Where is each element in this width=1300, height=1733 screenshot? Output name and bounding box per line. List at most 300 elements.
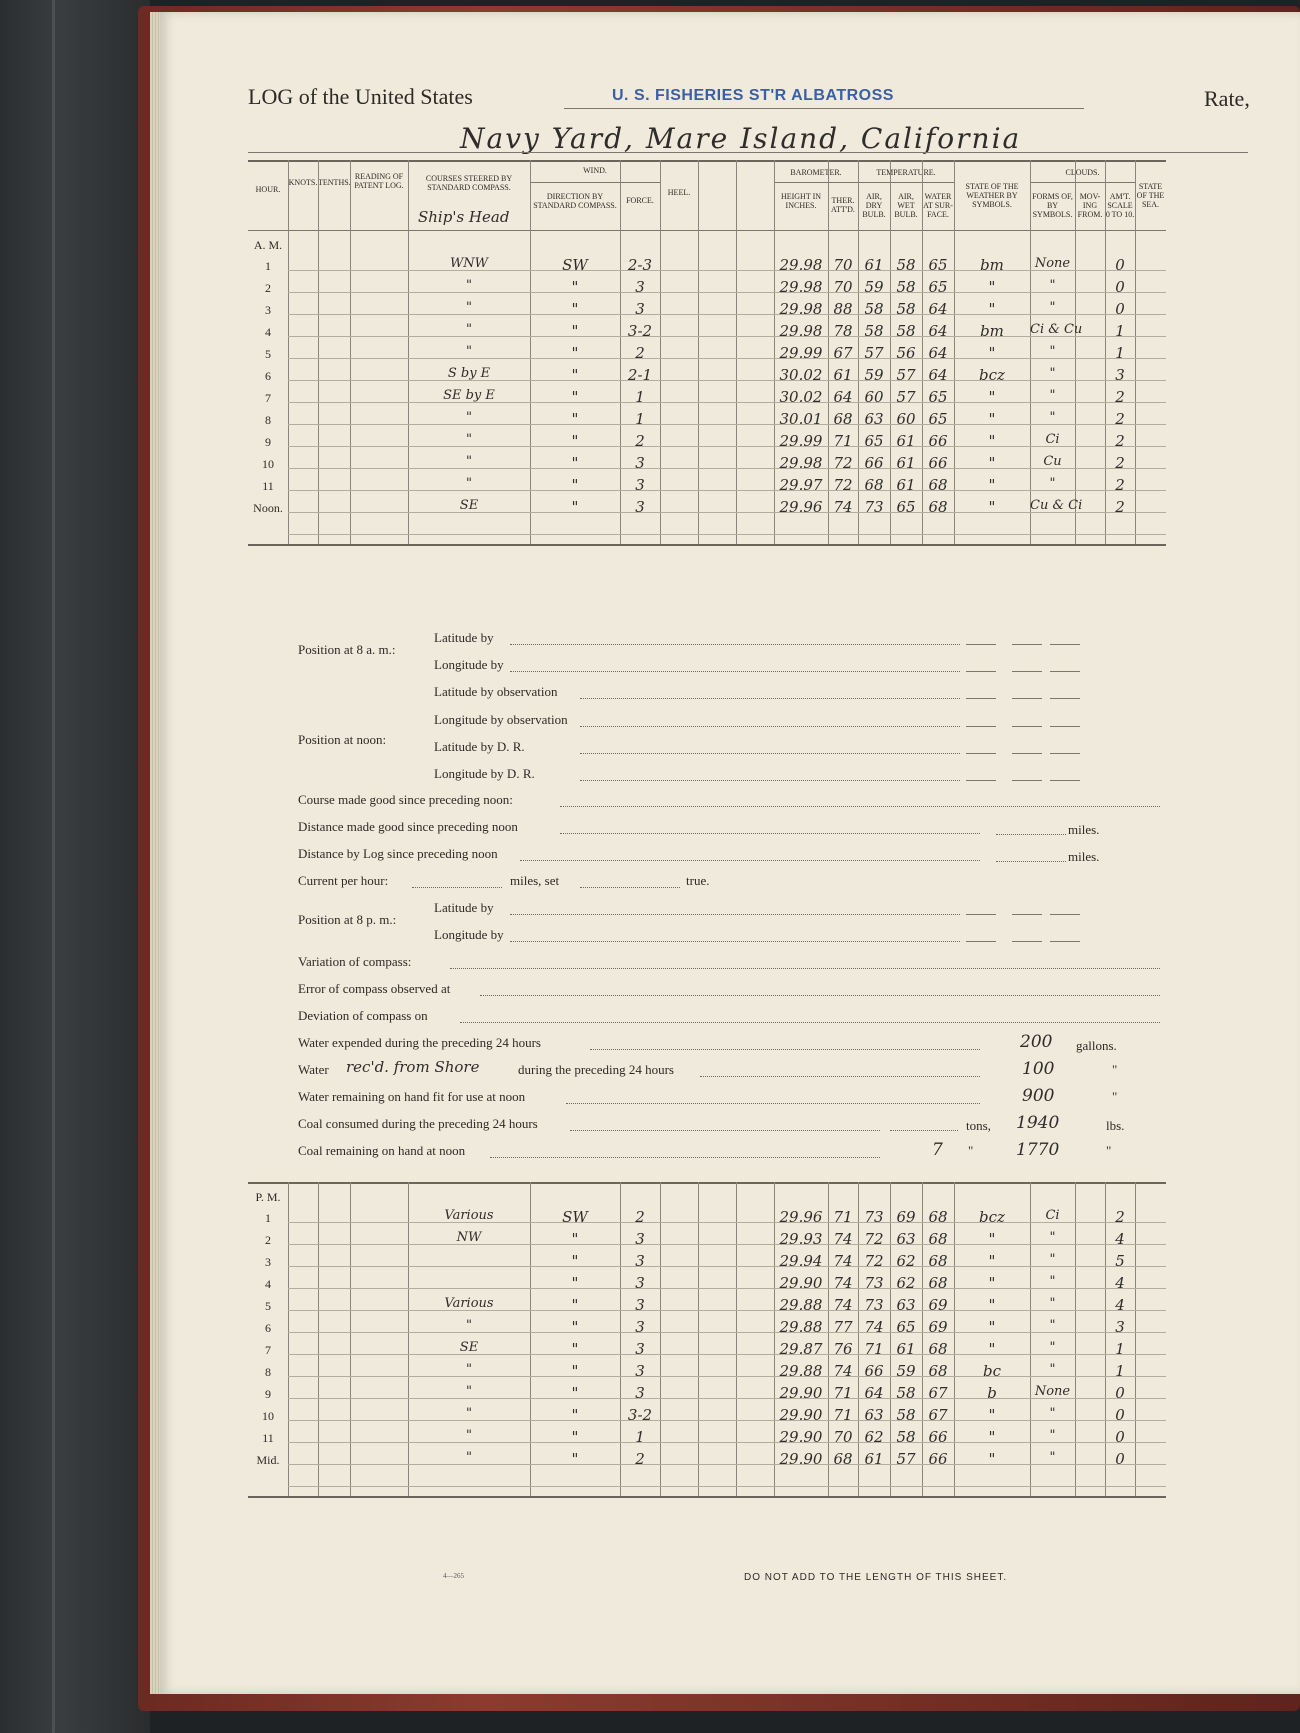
header-barometer: BAROMETER. — [790, 168, 842, 177]
log-cell-ther: 74 — [833, 1362, 853, 1380]
page-edges — [150, 12, 160, 1694]
log-cell-forms: Ci — [1045, 1208, 1060, 1223]
log-cell-course: SE by E — [443, 388, 495, 403]
log-cell-amount: 3 — [1115, 366, 1125, 384]
lat-obs-rule — [580, 698, 960, 699]
water-recd-suffix: during the preceding 24 hours — [518, 1062, 674, 1077]
header-force: FORCE. — [626, 196, 654, 205]
log-cell-weather: " — [988, 1406, 996, 1424]
wind-subrule — [530, 182, 660, 183]
log-cell-dir: " — [571, 498, 579, 516]
log-cell-weather: bcz — [979, 1208, 1005, 1226]
hour-label: 7 — [265, 391, 271, 405]
log-cell-baro: 29.98 — [779, 278, 823, 296]
lat-dr-label: Latitude by D. R. — [434, 739, 525, 754]
pm-period-label: P. M. — [255, 1190, 281, 1204]
log-cell-amount: 2 — [1115, 498, 1125, 516]
lon-8am-label: Longitude by — [434, 657, 504, 672]
log-cell-water: 68 — [928, 476, 948, 494]
water-recd-source: rec'd. from Shore — [346, 1058, 480, 1076]
hour-label: 1 — [265, 1211, 271, 1225]
am-period-label: A. M. — [253, 238, 283, 252]
log-cell-ther: 74 — [833, 498, 853, 516]
log-cell-course: " — [466, 1384, 472, 1399]
log-cell-weather: " — [988, 476, 996, 494]
log-cell-ther: 71 — [833, 432, 853, 450]
lon-8am-rule — [510, 671, 960, 672]
water-recd-rule — [700, 1076, 980, 1077]
header-clouds: CLOUDS. — [1065, 168, 1100, 177]
lon-obs-deg — [966, 726, 996, 727]
log-cell-ther: 71 — [833, 1406, 853, 1424]
log-cell-course: WNW — [449, 256, 489, 271]
log-cell-forms: " — [1049, 1362, 1056, 1377]
log-cell-force: 3-2 — [627, 1406, 653, 1424]
lat-dr-rule — [580, 753, 960, 754]
log-cell-baro: 29.90 — [779, 1428, 823, 1446]
dist-made-miles: miles. — [1068, 822, 1100, 837]
hour-label: 10 — [262, 1409, 274, 1423]
log-cell-wet: 65 — [896, 498, 916, 516]
log-cell-forms: Cu & Ci — [1030, 498, 1083, 513]
vessel-stamp: U. S. FISHERIES ST'R ALBATROSS — [612, 87, 894, 104]
log-cell-dir: " — [571, 1318, 579, 1336]
log-cell-force: 3 — [635, 454, 645, 472]
hour-label: Noon. — [253, 501, 283, 515]
error-rule — [480, 995, 1160, 996]
tons-label: tons, — [966, 1118, 991, 1133]
log-cell-amount: 0 — [1115, 256, 1125, 274]
lat-dr-deg — [966, 753, 996, 754]
log-cell-dry: 63 — [864, 410, 884, 428]
header-water: WATER AT SUR-FACE. — [923, 192, 953, 219]
coal-consumed-tons-rule — [890, 1130, 958, 1131]
log-cell-dir: " — [571, 1362, 579, 1380]
log-cell-dir: " — [571, 410, 579, 428]
log-cell-dry: 66 — [864, 1362, 884, 1380]
log-cell-course: " — [466, 1406, 472, 1421]
log-cell-ther: 72 — [833, 454, 853, 472]
am-col-rule — [288, 160, 289, 544]
lat-dr-min — [1012, 753, 1042, 754]
log-cell-dir: " — [571, 1274, 579, 1292]
log-cell-dir: " — [571, 322, 579, 340]
location-rule — [248, 152, 1248, 153]
log-cell-weather: " — [988, 388, 996, 406]
coal-remaining-rule — [490, 1157, 880, 1158]
log-cell-amount: 2 — [1115, 432, 1125, 450]
log-cell-course: " — [466, 476, 472, 491]
log-cell-dir: " — [571, 388, 579, 406]
deviation-rule — [460, 1022, 1160, 1023]
log-cell-weather: " — [988, 1296, 996, 1314]
coal-remaining-tons-ditto: " — [968, 1143, 974, 1158]
log-cell-water: 68 — [928, 1208, 948, 1226]
log-cell-dir: " — [571, 278, 579, 296]
log-cell-course: Various — [444, 1296, 494, 1311]
log-cell-water: 67 — [928, 1406, 948, 1424]
location-handwritten: Navy Yard, Mare Island, California — [460, 122, 1022, 155]
log-cell-dir: " — [571, 1450, 579, 1468]
log-cell-weather: b — [987, 1384, 997, 1402]
log-cell-dry: 59 — [864, 278, 884, 296]
pm-col-rule — [1075, 1182, 1076, 1496]
course-made-rule — [560, 806, 1160, 807]
log-cell-ther: 67 — [833, 344, 853, 362]
variation-label: Variation of compass: — [298, 954, 412, 969]
log-cell-wet: 56 — [896, 344, 916, 362]
water-expended-rule — [590, 1049, 980, 1050]
log-cell-baro: 29.99 — [779, 432, 823, 450]
log-cell-course: " — [466, 300, 472, 315]
log-cell-amount: 1 — [1115, 344, 1125, 362]
hour-label: 8 — [265, 413, 271, 427]
log-cell-wet: 58 — [896, 300, 916, 318]
log-cell-dry: 58 — [864, 322, 884, 340]
hour-label: 6 — [265, 1321, 271, 1335]
log-cell-water: 68 — [928, 1340, 948, 1358]
log-cell-water: 64 — [928, 322, 948, 340]
header-height: HEIGHT IN INCHES. — [780, 192, 822, 210]
water-recd-ditto: " — [1112, 1062, 1118, 1077]
log-cell-amount: 1 — [1115, 322, 1125, 340]
log-cell-dir: SW — [562, 1208, 588, 1226]
log-cell-ther: 74 — [833, 1274, 853, 1292]
am-col-rule — [350, 160, 351, 544]
log-cell-dir: " — [571, 476, 579, 494]
log-cell-ther: 61 — [833, 366, 853, 384]
dist-log-miles: miles. — [1068, 849, 1100, 864]
log-cell-amount: 4 — [1115, 1230, 1125, 1248]
log-cell-dry: 60 — [864, 388, 884, 406]
log-cell-dir: " — [571, 344, 579, 362]
header-weather: STATE OF THE WEATHER BY SYMBOLS. — [965, 182, 1019, 209]
variation-rule — [450, 968, 1160, 969]
header-ships-head: Ship's Head — [418, 208, 510, 226]
log-cell-force: 2-3 — [627, 256, 653, 274]
log-cell-water: 68 — [928, 498, 948, 516]
hour-label: 4 — [265, 1277, 271, 1291]
log-cell-dir: " — [571, 1406, 579, 1424]
hour-label: 2 — [265, 281, 271, 295]
log-cell-amount: 2 — [1115, 476, 1125, 494]
header-hour: HOUR. — [255, 185, 281, 194]
log-cell-ther: 74 — [833, 1296, 853, 1314]
log-cell-baro: 30.02 — [779, 388, 823, 406]
log-cell-baro: 29.88 — [779, 1296, 823, 1314]
hour-label: 5 — [265, 347, 271, 361]
log-cell-weather: " — [988, 344, 996, 362]
water-recd-value: 100 — [1022, 1059, 1055, 1079]
log-cell-baro: 29.88 — [779, 1362, 823, 1380]
log-cell-forms: " — [1049, 1318, 1056, 1333]
log-cell-water: 65 — [928, 388, 948, 406]
am-bottom-rule — [248, 544, 1166, 546]
log-cell-weather: bc — [982, 1362, 1001, 1380]
log-cell-amount: 0 — [1115, 1384, 1125, 1402]
log-cell-forms: " — [1049, 410, 1056, 425]
log-cell-weather: bm — [980, 322, 1004, 340]
log-cell-wet: 57 — [896, 366, 916, 384]
log-cell-forms: " — [1049, 300, 1056, 315]
log-cell-dir: " — [571, 366, 579, 384]
log-cell-force: 2 — [635, 1208, 645, 1226]
miles-set-label: miles, set — [510, 873, 560, 888]
log-cell-weather: " — [988, 1230, 996, 1248]
lon-dr-sec — [1050, 780, 1080, 781]
log-cell-amount: 2 — [1115, 454, 1125, 472]
log-cell-course: " — [466, 1318, 472, 1333]
lat-8am-rule — [510, 644, 960, 645]
log-cell-weather: " — [988, 410, 996, 428]
dist-made-value-rule — [996, 834, 1066, 835]
log-cell-baro: 29.94 — [779, 1252, 823, 1270]
log-cell-course: " — [466, 1450, 472, 1465]
log-cell-amount: 1 — [1115, 1362, 1125, 1380]
pm-col-rule — [1135, 1182, 1136, 1496]
log-cell-force: 3-2 — [627, 322, 653, 340]
log-cell-amount: 4 — [1115, 1274, 1125, 1292]
hour-label: 11 — [262, 1431, 274, 1445]
lat-obs-label: Latitude by observation — [434, 684, 558, 699]
log-cell-forms: Ci & Cu — [1030, 322, 1083, 337]
log-cell-amount: 2 — [1115, 1208, 1125, 1226]
log-cell-course: " — [466, 322, 472, 337]
gallons-label: gallons. — [1076, 1038, 1117, 1053]
log-cell-dry: 61 — [864, 256, 884, 274]
am-top-rule — [248, 160, 1166, 162]
hour-label: 9 — [265, 1387, 271, 1401]
lon-8pm-rule — [510, 941, 960, 942]
log-cell-dir: " — [571, 300, 579, 318]
log-cell-course: SE — [459, 1340, 479, 1355]
lat-8am-min — [1012, 644, 1042, 645]
log-cell-dry: 66 — [864, 454, 884, 472]
log-cell-force: 3 — [635, 1340, 645, 1358]
log-cell-forms: Ci — [1045, 432, 1060, 447]
log-cell-forms: " — [1049, 1340, 1056, 1355]
lat-8am-sec — [1050, 644, 1080, 645]
log-cell-force: 3 — [635, 498, 645, 516]
log-cell-wet: 62 — [896, 1252, 916, 1270]
lat-8am-deg — [966, 644, 996, 645]
pm-top-rule — [248, 1182, 1166, 1184]
am-col-rule — [318, 160, 319, 544]
log-cell-force: 2-1 — [627, 366, 653, 384]
current-label: Current per hour: — [298, 873, 389, 888]
log-cell-course: " — [466, 454, 472, 469]
sleeve-edge — [52, 0, 55, 1733]
lon-dr-label: Longitude by D. R. — [434, 766, 535, 781]
log-cell-force: 3 — [635, 1230, 645, 1248]
log-cell-baro: 29.93 — [779, 1230, 823, 1248]
log-cell-water: 66 — [928, 1428, 948, 1446]
log-cell-wet: 58 — [896, 1384, 916, 1402]
log-cell-dry: 73 — [864, 1208, 884, 1226]
log-cell-weather: " — [988, 278, 996, 296]
log-cell-dir: " — [571, 1296, 579, 1314]
lon-8am-min — [1012, 671, 1042, 672]
log-cell-forms: " — [1049, 1296, 1056, 1311]
water-remaining-value: 900 — [1022, 1086, 1055, 1106]
log-cell-water: 68 — [928, 1252, 948, 1270]
lon-dr-deg — [966, 780, 996, 781]
log-cell-forms: " — [1049, 278, 1056, 293]
log-cell-force: 1 — [635, 388, 645, 406]
lon-obs-label: Longitude by observation — [434, 712, 568, 727]
log-cell-force: 2 — [635, 1450, 645, 1468]
log-cell-forms: " — [1049, 1274, 1056, 1289]
log-cell-forms: " — [1049, 366, 1056, 381]
header-heel: HEEL. — [667, 188, 691, 197]
log-cell-amount: 0 — [1115, 1406, 1125, 1424]
lat-8pm-min — [1012, 914, 1042, 915]
header-amount: AM'T. SCALE 0 TO 10. — [1105, 192, 1135, 219]
log-cell-force: 3 — [635, 1318, 645, 1336]
log-cell-force: 3 — [635, 476, 645, 494]
log-cell-forms: " — [1049, 388, 1056, 403]
log-cell-water: 66 — [928, 1450, 948, 1468]
coal-remaining-tons: 7 — [932, 1140, 943, 1160]
log-cell-force: 3 — [635, 1362, 645, 1380]
hour-label: 5 — [265, 1299, 271, 1313]
pm-col-rule — [350, 1182, 351, 1496]
log-cell-weather: " — [988, 1428, 996, 1446]
log-cell-dry: 71 — [864, 1340, 884, 1358]
log-cell-course: " — [466, 1428, 472, 1443]
log-cell-water: 64 — [928, 366, 948, 384]
lon-obs-sec — [1050, 726, 1080, 727]
log-cell-dry: 73 — [864, 1296, 884, 1314]
log-cell-course: " — [466, 432, 472, 447]
log-cell-wet: 58 — [896, 256, 916, 274]
dist-log-rule — [520, 860, 980, 861]
log-cell-water: 68 — [928, 1362, 948, 1380]
log-cell-baro: 29.87 — [779, 1340, 823, 1358]
log-cell-weather: " — [988, 1450, 996, 1468]
log-cell-water: 68 — [928, 1274, 948, 1292]
lat-obs-sec — [1050, 698, 1080, 699]
log-cell-ther: 70 — [833, 1428, 853, 1446]
lon-8pm-label: Longitude by — [434, 927, 504, 942]
log-cell-dry: 61 — [864, 1450, 884, 1468]
lon-dr-min — [1012, 780, 1042, 781]
clouds-subrule — [1030, 182, 1135, 183]
lat-8pm-sec — [1050, 914, 1080, 915]
log-cell-forms: None — [1034, 256, 1071, 271]
log-cell-forms: None — [1034, 1384, 1071, 1399]
header-dir: DIRECTION BY STANDARD COMPASS. — [533, 192, 617, 210]
log-cell-dry: 74 — [864, 1318, 884, 1336]
am-head-rule — [248, 230, 1166, 231]
am-col-rule — [1075, 160, 1076, 544]
log-cell-wet: 65 — [896, 1318, 916, 1336]
log-cell-course: " — [466, 278, 472, 293]
lat-8pm-rule — [510, 914, 960, 915]
log-cell-amount: 0 — [1115, 1450, 1125, 1468]
water-expended-label: Water expended during the preceding 24 hours — [298, 1035, 541, 1050]
log-cell-course: " — [466, 344, 472, 359]
lon-obs-rule — [580, 726, 960, 727]
hour-label: 10 — [262, 457, 274, 471]
vessel-rule — [564, 108, 1084, 109]
log-cell-weather: bcz — [979, 366, 1005, 384]
log-cell-forms: " — [1049, 1406, 1056, 1421]
log-cell-force: 3 — [635, 278, 645, 296]
lat-8am-label: Latitude by — [434, 630, 494, 645]
log-cell-course: " — [466, 1362, 472, 1377]
log-cell-dry: 72 — [864, 1252, 884, 1270]
log-cell-dry: 73 — [864, 1274, 884, 1292]
hour-label: 9 — [265, 435, 271, 449]
log-cell-course: NW — [456, 1230, 482, 1245]
log-cell-wet: 58 — [896, 322, 916, 340]
header-course: COURSES STEERED BY STANDARD COMPASS. — [425, 174, 513, 192]
coal-remaining-lbs-ditto: " — [1106, 1143, 1112, 1158]
log-cell-amount: 4 — [1115, 1296, 1125, 1314]
lbs-label: lbs. — [1106, 1118, 1125, 1133]
log-cell-dry: 68 — [864, 476, 884, 494]
log-cell-wet: 61 — [896, 1340, 916, 1358]
log-cell-dry: 73 — [864, 498, 884, 516]
log-cell-water: 67 — [928, 1384, 948, 1402]
header-wind: WIND. — [583, 166, 607, 175]
log-cell-force: 2 — [635, 432, 645, 450]
hour-label: 8 — [265, 1365, 271, 1379]
log-cell-water: 65 — [928, 410, 948, 428]
log-cell-wet: 58 — [896, 278, 916, 296]
lat-8pm-deg — [966, 914, 996, 915]
hour-label: 3 — [265, 303, 271, 317]
log-cell-ther: 74 — [833, 1230, 853, 1248]
coal-consumed-value: 1940 — [1016, 1113, 1060, 1133]
pm-row-rule — [288, 1486, 1166, 1487]
position-8pm: Position at 8 p. m.: — [298, 912, 397, 927]
log-cell-course: SE — [459, 498, 479, 513]
log-cell-forms: " — [1049, 1450, 1056, 1465]
log-cell-course: S by E — [447, 366, 491, 381]
log-cell-ther: 70 — [833, 256, 853, 274]
log-cell-baro: 29.97 — [779, 476, 823, 494]
log-cell-weather: " — [988, 1252, 996, 1270]
log-cell-forms: " — [1049, 476, 1056, 491]
log-cell-force: 3 — [635, 1384, 645, 1402]
dist-made-label: Distance made good since preceding noon — [298, 819, 518, 834]
log-cell-force: 3 — [635, 1274, 645, 1292]
lon-dr-rule — [580, 780, 960, 781]
log-cell-wet: 63 — [896, 1230, 916, 1248]
water-remaining-label: Water remaining on hand fit for use at noon — [298, 1089, 526, 1104]
log-cell-dir: " — [571, 1384, 579, 1402]
log-cell-ther: 64 — [833, 388, 853, 406]
log-cell-amount: 2 — [1115, 410, 1125, 428]
course-made-label: Course made good since preceding noon: — [298, 792, 513, 807]
header-wet: AIR, WET BULB. — [894, 192, 918, 219]
log-cell-baro: 29.98 — [779, 322, 823, 340]
log-cell-wet: 62 — [896, 1274, 916, 1292]
lon-8pm-min — [1012, 941, 1042, 942]
log-cell-dry: 63 — [864, 1406, 884, 1424]
water-remaining-rule — [566, 1103, 980, 1104]
log-cell-ther: 74 — [833, 1252, 853, 1270]
form-number: 4—265 — [443, 1572, 464, 1580]
log-cell-baro: 29.90 — [779, 1450, 823, 1468]
log-cell-amount: 1 — [1115, 1340, 1125, 1358]
log-cell-amount: 0 — [1115, 278, 1125, 296]
log-cell-dry: 57 — [864, 344, 884, 362]
hour-label: Mid. — [256, 1453, 280, 1467]
log-cell-water: 65 — [928, 256, 948, 274]
